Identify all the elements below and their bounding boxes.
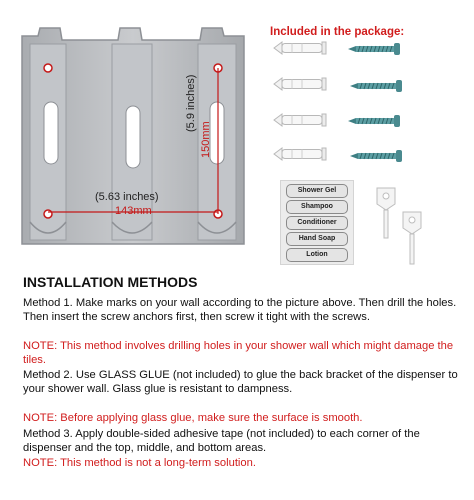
method-2-note: NOTE: Before applying glass glue, make sure the surface is smooth. [23, 412, 363, 424]
wall-anchor [274, 114, 326, 126]
method-1-text: Method 1. Make marks on your wall according to the picture above. Then drill the holes. Then insert the screw anchors first, then screw it tight with the screws. [23, 297, 457, 323]
installation-heading: INSTALLATION METHODS [23, 274, 198, 290]
key-icon [377, 188, 395, 238]
package-title: Included in the package: [270, 26, 405, 38]
screw [350, 150, 402, 162]
label-sticker: Conditioner [286, 216, 348, 230]
wall-anchor [274, 148, 326, 160]
height-mm-label: 150mm [200, 121, 212, 158]
screw [348, 115, 400, 127]
wall-anchor [274, 78, 326, 90]
method-3-note: NOTE: This method is not a long-term solution. [23, 457, 256, 469]
height-inches-label: (5.9 inches) [185, 74, 197, 132]
wall-anchor [274, 42, 326, 54]
label-sticker: Lotion [286, 248, 348, 262]
wall-bracket-illustration [0, 0, 270, 270]
method-2-text: Method 2. Use GLASS GLUE (not included) to glue the back bracket of the dispenser to your shower wall. Glass glue is resistant to dampness. [23, 369, 458, 395]
width-inches-label: (5.63 inches) [95, 191, 159, 203]
label-sticker-sheet [280, 180, 354, 265]
anchors-and-screws-illustration [268, 38, 438, 166]
method-3-text: Method 3. Apply double-sided adhesive tape (not included) to each corner of the dispenser and the top, middle, and bottom areas. [23, 428, 420, 454]
screw-hole [44, 64, 52, 72]
screw [350, 80, 402, 92]
method-1-note: NOTE: This method involves drilling holes in your shower wall which might damage the tiles. [23, 340, 454, 366]
label-sticker: Hand Soap [286, 232, 348, 246]
keys-illustration [355, 184, 435, 268]
key-icon [403, 212, 421, 264]
label-sticker: Shampoo [286, 200, 348, 214]
screw-hole [44, 210, 52, 218]
width-mm-label: 143mm [115, 205, 152, 217]
screw [348, 43, 400, 55]
label-sticker: Shower Gel [286, 184, 348, 198]
